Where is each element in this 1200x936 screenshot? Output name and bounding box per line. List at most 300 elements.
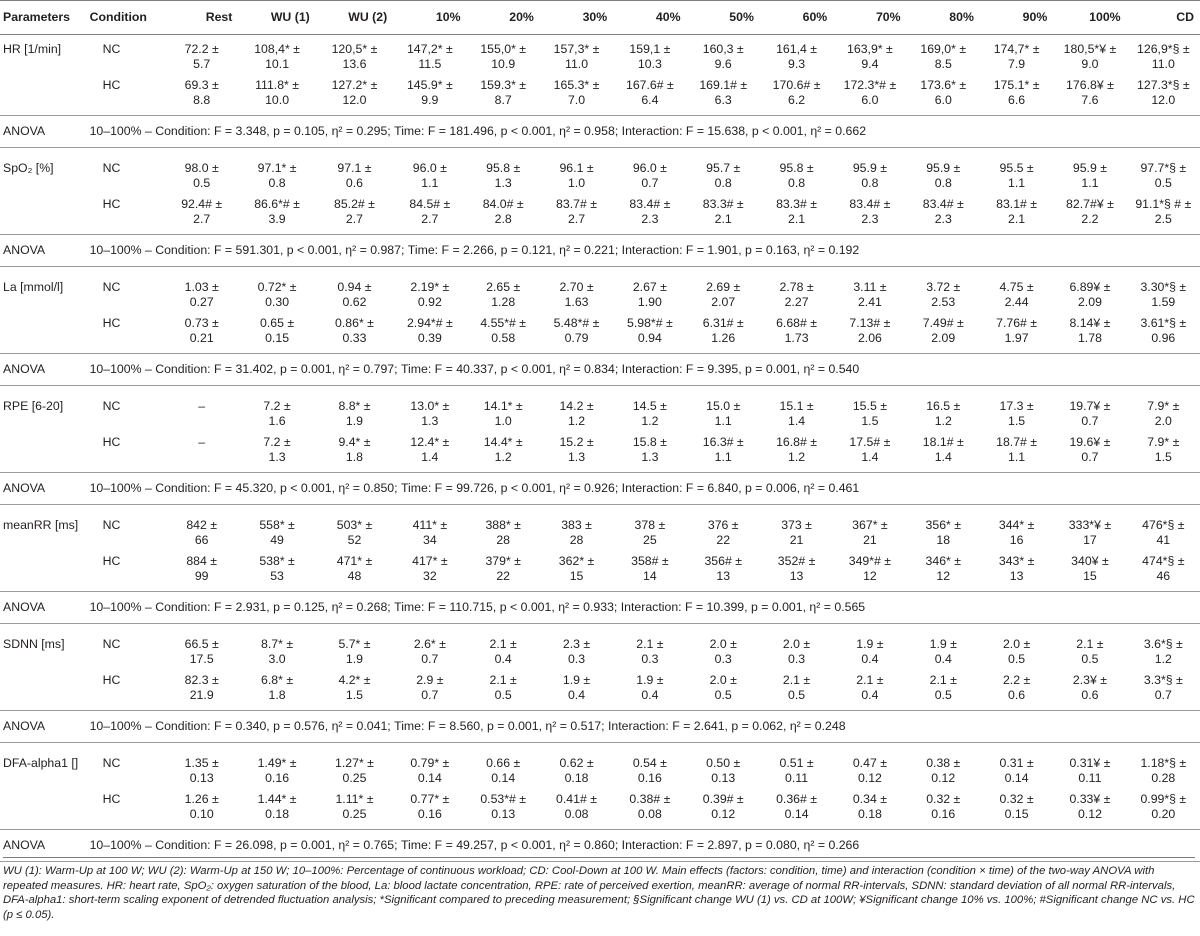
- value-cell: [238, 310, 315, 347]
- sd-value: 1.4: [861, 450, 879, 464]
- sd-value: 0.8: [788, 176, 806, 190]
- sd-value: 0.92: [417, 295, 442, 309]
- value-cell: [833, 511, 906, 548]
- value-cell: [687, 392, 760, 429]
- mean-value: 2.1 ±: [636, 637, 664, 651]
- mean-value: 2.1 ±: [929, 673, 957, 687]
- sd-value: 22: [496, 569, 511, 583]
- mean-value: 1.18*§ ±: [1140, 756, 1187, 770]
- mean-value: 0.38# ±: [629, 792, 671, 806]
- condition-label: HC: [102, 197, 121, 211]
- sd-value: 2.3: [934, 212, 952, 226]
- parameter-name: RPE [6-20]: [3, 399, 64, 413]
- anova-result: 10–100% – Condition: F = 2.931, p = 0.125, η² = 0.268; Time: F = 110.715, p < 0.001, η² = 0.933; Interaction: F = 10.399, p = 0.001, η² = 0.565: [86, 592, 1200, 624]
- anova-result: 10–100% – Condition: F = 591.301, p < 0.001, η² = 0.987; Time: F = 2.266, p = 0.121, η² = 0.221; Interaction: F = 1.901, p = 0.163, η² = 0.192: [86, 235, 1200, 267]
- value-cell: [760, 630, 833, 667]
- sd-value: 0.8: [934, 176, 952, 190]
- value-cell: [833, 429, 906, 466]
- column-header: Rest: [165, 1, 238, 35]
- mean-value: 83.7# ±: [556, 197, 597, 211]
- sd-value: 9.4: [861, 57, 879, 71]
- mean-value: 82.7#¥ ±: [1066, 197, 1114, 211]
- value-cell: [316, 392, 393, 429]
- value-cell: [467, 667, 540, 704]
- value-cell: [980, 630, 1053, 667]
- sd-value: 9.9: [421, 93, 439, 107]
- mean-value: 15.2 ±: [559, 435, 594, 449]
- mean-value: 157,3* ±: [553, 42, 600, 56]
- parameter-name: DFA-alpha1 []: [3, 756, 79, 770]
- sd-value: 1.63: [564, 295, 589, 309]
- sd-value: 1.9: [345, 414, 364, 428]
- sd-value: 0.5: [193, 176, 211, 190]
- sd-value: 0.3: [714, 652, 732, 666]
- mean-value: 356* ±: [925, 518, 961, 532]
- parameter-name: La [mmol/l]: [3, 280, 64, 294]
- condition-label: HC: [102, 554, 121, 568]
- value-cell: [833, 786, 906, 823]
- value-cell: [980, 72, 1053, 109]
- mean-value: 163,9* ±: [847, 42, 893, 56]
- mean-value: 91.1*§ # ±: [1135, 197, 1192, 211]
- value-cell: [467, 154, 540, 191]
- value-cell: [540, 72, 613, 109]
- mean-value: 66.5 ±: [184, 637, 219, 651]
- sd-value: 1.26: [711, 331, 736, 345]
- sd-value: 13: [789, 569, 804, 583]
- value-cell: [393, 35, 466, 73]
- column-header: 30%: [540, 1, 613, 35]
- mean-value: 169,0* ±: [920, 42, 967, 56]
- sd-value: 7.0: [567, 93, 586, 107]
- mean-value: 0.32 ±: [926, 792, 961, 806]
- mean-value: 170.6# ±: [772, 78, 821, 92]
- value-cell: [1127, 35, 1200, 73]
- column-header: 70%: [833, 1, 906, 35]
- value-cell: [687, 548, 760, 585]
- value-cell: [467, 35, 540, 73]
- sd-value: 12.0: [342, 93, 367, 107]
- mean-value: 8.7* ±: [261, 637, 294, 651]
- mean-value: –: [198, 435, 206, 449]
- column-header: 60%: [760, 1, 833, 35]
- value-cell: [613, 191, 686, 228]
- mean-value: 0.62 ±: [559, 756, 594, 770]
- parameter-name: [0, 786, 86, 823]
- sd-value: 0.7: [1081, 450, 1099, 464]
- value-cell: [165, 511, 238, 548]
- column-header: 90%: [980, 1, 1053, 35]
- column-header: WU (1): [238, 1, 315, 35]
- sd-value: 13: [1009, 569, 1024, 583]
- mean-value: 16.3# ±: [702, 435, 744, 449]
- sd-value: 0.5: [1081, 652, 1099, 666]
- value-cell: [833, 548, 906, 585]
- mean-value: 19.7¥ ±: [1069, 399, 1111, 413]
- sd-value: 0.16: [931, 807, 956, 821]
- mean-value: 120,5* ±: [331, 42, 378, 56]
- value-cell: [907, 630, 980, 667]
- value-cell: [540, 786, 613, 823]
- value-cell: [980, 35, 1053, 73]
- value-cell: [393, 630, 466, 667]
- value-cell: [1053, 310, 1126, 347]
- value-cell: [316, 511, 393, 548]
- mean-value: 95.9 ±: [852, 161, 887, 175]
- mean-value: 84.0# ±: [482, 197, 524, 211]
- mean-value: 0.65 ±: [260, 316, 295, 330]
- mean-value: 2.94*# ±: [406, 316, 453, 330]
- value-cell: [687, 630, 760, 667]
- value-cell: [393, 392, 466, 429]
- sd-value: 11.0: [1151, 57, 1175, 71]
- value-cell: [760, 548, 833, 585]
- sd-value: 1.8: [345, 450, 364, 464]
- mean-value: 95.7 ±: [706, 161, 741, 175]
- value-cell: [238, 511, 315, 548]
- sd-value: 8.7: [494, 93, 512, 107]
- sd-value: 6.0: [934, 93, 952, 107]
- mean-value: 97.1* ±: [257, 161, 297, 175]
- mean-value: 5.7* ±: [338, 637, 371, 651]
- sd-value: 0.5: [934, 688, 952, 702]
- sd-value: 48: [347, 569, 362, 583]
- mean-value: 8.8* ±: [338, 399, 371, 413]
- column-header: 80%: [907, 1, 980, 35]
- value-cell: [613, 273, 686, 310]
- sd-value: 1.28: [491, 295, 516, 309]
- anova-label: ANOVA: [0, 116, 86, 148]
- anova-row: [0, 473, 1200, 505]
- value-cell: [1127, 630, 1200, 667]
- value-cell: [687, 35, 760, 73]
- sd-value: 21: [863, 533, 877, 547]
- sd-value: 1.4: [788, 414, 806, 428]
- sd-value: 1.1: [1008, 176, 1026, 190]
- sd-value: 0.14: [1004, 771, 1029, 785]
- sd-value: 0.5: [494, 688, 512, 702]
- mean-value: 0.54 ±: [632, 756, 667, 770]
- mean-value: 352# ±: [777, 554, 816, 568]
- sd-value: 1.2: [494, 450, 512, 464]
- value-cell: [760, 511, 833, 548]
- sd-value: 11.0: [565, 57, 589, 71]
- value-cell: [907, 749, 980, 786]
- mean-value: 343* ±: [998, 554, 1035, 568]
- value-cell: [316, 35, 393, 73]
- table-row: [0, 72, 1200, 109]
- anova-result: 10–100% – Condition: F = 45.320, p < 0.001, η² = 0.850; Time: F = 99.726, p < 0.001, η² = 0.926; Interaction: F = 6.840, p = 0.006, η² = 0.461: [86, 473, 1200, 505]
- sd-value: 0.8: [861, 176, 879, 190]
- mean-value: 558* ±: [259, 518, 295, 532]
- mean-value: 0.99*§ ±: [1140, 792, 1187, 806]
- mean-value: 96.0 ±: [632, 161, 667, 175]
- value-cell: [833, 72, 906, 109]
- mean-value: 0.34 ±: [852, 792, 887, 806]
- mean-value: 0.41# ±: [556, 792, 597, 806]
- mean-value: 0.66 ±: [486, 756, 521, 770]
- mean-value: 1.26 ±: [184, 792, 219, 806]
- mean-value: 7.2 ±: [263, 399, 291, 413]
- value-cell: [393, 154, 466, 191]
- sd-value: 17.5: [189, 652, 214, 666]
- value-cell: [467, 511, 540, 548]
- sd-value: 25: [643, 533, 657, 547]
- parameter-name: [0, 72, 86, 109]
- sd-value: 1.4: [934, 450, 952, 464]
- condition-label: NC: [102, 280, 121, 294]
- mean-value: 15.0 ±: [706, 399, 741, 413]
- mean-value: 3.72 ±: [926, 280, 961, 294]
- table-row: [0, 310, 1200, 347]
- mean-value: 417* ±: [412, 554, 448, 568]
- sd-value: 6.4: [641, 93, 659, 107]
- value-cell: [165, 35, 238, 73]
- value-cell: [1127, 72, 1200, 109]
- sd-value: 2.41: [857, 295, 882, 309]
- mean-value: 92.4# ±: [181, 197, 223, 211]
- value-cell: [907, 786, 980, 823]
- condition-label: HC: [102, 316, 121, 330]
- value-cell: [467, 273, 540, 310]
- table-row: [0, 749, 1200, 786]
- mean-value: 358# ±: [631, 554, 669, 568]
- sd-value: 0.4: [861, 652, 879, 666]
- sd-value: 16: [1009, 533, 1024, 547]
- mean-value: 145.9* ±: [406, 78, 453, 92]
- value-cell: [687, 273, 760, 310]
- anova-label: ANOVA: [0, 830, 86, 862]
- sd-value: 0.27: [189, 295, 214, 309]
- sd-value: 0.14: [491, 771, 516, 785]
- value-cell: [833, 273, 906, 310]
- sd-value: 0.5: [1008, 652, 1026, 666]
- value-cell: [907, 310, 980, 347]
- mean-value: 1.49* ±: [257, 756, 297, 770]
- mean-value: 126,9*§ ±: [1137, 42, 1190, 56]
- value-cell: [687, 72, 760, 109]
- mean-value: 0.50 ±: [706, 756, 741, 770]
- value-cell: [165, 429, 238, 466]
- value-cell: [907, 72, 980, 109]
- value-cell: [393, 273, 466, 310]
- sd-value: 2.1: [1008, 212, 1026, 226]
- sd-value: 1.2: [1154, 652, 1172, 666]
- value-cell: [1053, 392, 1126, 429]
- value-cell: [687, 310, 760, 347]
- sd-value: 21: [789, 533, 804, 547]
- sd-value: 0.8: [268, 176, 286, 190]
- value-cell: [316, 630, 393, 667]
- value-cell: [540, 392, 613, 429]
- sd-value: 1.0: [494, 414, 512, 428]
- mean-value: 95.8 ±: [779, 161, 814, 175]
- value-cell: [907, 35, 980, 73]
- mean-value: 4.75 ±: [999, 280, 1034, 294]
- anova-label: ANOVA: [0, 473, 86, 505]
- sd-value: 66: [194, 533, 209, 547]
- mean-value: 0.72* ±: [257, 280, 297, 294]
- mean-value: 1.9 ±: [636, 673, 664, 687]
- mean-value: 2.0 ±: [1002, 637, 1031, 651]
- mean-value: 83.4# ±: [629, 197, 671, 211]
- mean-value: 3.30*§ ±: [1140, 280, 1187, 294]
- sd-value: 0.79: [564, 331, 589, 345]
- mean-value: 884 ±: [186, 554, 218, 568]
- parameter-name: SDNN [ms]: [3, 637, 65, 651]
- value-cell: [980, 429, 1053, 466]
- mean-value: 17.5# ±: [849, 435, 891, 449]
- mean-value: 98.0 ±: [184, 161, 219, 175]
- mean-value: 160,3 ±: [702, 42, 744, 56]
- anova-result: 10–100% – Condition: F = 31.402, p = 0.001, η² = 0.797; Time: F = 40.337, p < 0.001, η² = 0.834; Interaction: F = 9.395, p = 0.001, η² = 0.540: [86, 354, 1200, 386]
- value-cell: [687, 511, 760, 548]
- mean-value: 346* ±: [925, 554, 961, 568]
- value-cell: [980, 154, 1053, 191]
- sd-value: 0.25: [342, 807, 367, 821]
- mean-value: 2.1 ±: [1076, 637, 1104, 651]
- sd-value: 0.3: [567, 652, 586, 666]
- mean-value: 0.38 ±: [926, 756, 961, 770]
- mean-value: 1.44* ±: [257, 792, 297, 806]
- sd-value: 1.9: [345, 652, 364, 666]
- table-header-row: [0, 1, 1200, 35]
- mean-value: 3.61*§ ±: [1140, 316, 1187, 330]
- mean-value: 174,7* ±: [993, 42, 1040, 56]
- anova-row: [0, 354, 1200, 386]
- value-cell: [238, 191, 315, 228]
- parameter-name: [0, 548, 86, 585]
- mean-value: 8.14¥ ±: [1069, 316, 1111, 330]
- mean-value: 503* ±: [336, 518, 373, 532]
- value-cell: [238, 154, 315, 191]
- mean-value: 15.1 ±: [779, 399, 814, 413]
- mean-value: 95.9 ±: [926, 161, 961, 175]
- anova-row: [0, 235, 1200, 267]
- value-cell: [393, 511, 466, 548]
- value-cell: [980, 548, 1053, 585]
- mean-value: 6.31# ±: [702, 316, 744, 330]
- mean-value: 72.2 ±: [184, 42, 219, 56]
- value-cell: [613, 749, 686, 786]
- sd-value: 0.13: [189, 771, 214, 785]
- value-cell: [316, 72, 393, 109]
- value-cell: [540, 667, 613, 704]
- parameter-name: [0, 429, 86, 466]
- sd-value: 0.15: [1004, 807, 1029, 821]
- sd-value: 0.28: [1151, 771, 1176, 785]
- sd-value: 1.97: [1004, 331, 1029, 345]
- value-cell: [613, 35, 686, 73]
- value-cell: [613, 310, 686, 347]
- mean-value: 95.8 ±: [486, 161, 521, 175]
- sd-value: 0.94: [637, 331, 662, 345]
- sd-value: 32: [423, 569, 437, 583]
- sd-value: 0.6: [1008, 688, 1026, 702]
- anova-row: [0, 711, 1200, 743]
- sd-value: 9.3: [788, 57, 806, 71]
- value-cell: [393, 191, 466, 228]
- value-cell: [613, 72, 686, 109]
- sd-value: 0.5: [788, 688, 806, 702]
- mean-value: 0.79* ±: [410, 756, 450, 770]
- mean-value: 344* ±: [998, 518, 1035, 532]
- table-row: [0, 35, 1200, 73]
- mean-value: 14.4* ±: [483, 435, 523, 449]
- mean-value: 169.1# ±: [699, 78, 748, 92]
- value-cell: [316, 749, 393, 786]
- mean-value: 173.6* ±: [920, 78, 967, 92]
- value-cell: [540, 310, 613, 347]
- mean-value: 362* ±: [558, 554, 595, 568]
- mean-value: 2.1 ±: [489, 673, 517, 687]
- sd-value: 1.1: [1081, 176, 1099, 190]
- value-cell: [165, 154, 238, 191]
- mean-value: 83.4# ±: [849, 197, 891, 211]
- value-cell: [980, 511, 1053, 548]
- sd-value: 0.3: [641, 652, 659, 666]
- condition-label: NC: [102, 42, 121, 56]
- mean-value: 2.9 ±: [416, 673, 444, 687]
- value-cell: [1127, 786, 1200, 823]
- value-cell: [1053, 191, 1126, 228]
- mean-value: 0.77* ±: [410, 792, 450, 806]
- value-cell: [165, 392, 238, 429]
- sd-value: 6.6: [1008, 93, 1026, 107]
- mean-value: 2.65 ±: [486, 280, 521, 294]
- sd-value: 1.1: [714, 414, 732, 428]
- sd-value: 2.1: [714, 212, 732, 226]
- value-cell: [393, 667, 466, 704]
- sd-value: 6.0: [861, 93, 879, 107]
- mean-value: 18.1# ±: [922, 435, 964, 449]
- sd-value: 0.58: [491, 331, 516, 345]
- sd-value: 2.53: [931, 295, 956, 309]
- value-cell: [238, 35, 315, 73]
- sd-value: 0.12: [1077, 807, 1102, 821]
- mean-value: 0.31 ±: [999, 756, 1034, 770]
- value-cell: [393, 429, 466, 466]
- sd-value: 12.0: [1151, 93, 1176, 107]
- sd-value: 22: [716, 533, 731, 547]
- value-cell: [687, 191, 760, 228]
- value-cell: [1127, 310, 1200, 347]
- sd-value: 0.16: [265, 771, 290, 785]
- sd-value: 1.59: [1151, 295, 1176, 309]
- value-cell: [613, 392, 686, 429]
- sd-value: 1.1: [1008, 450, 1026, 464]
- mean-value: 9.4* ±: [338, 435, 371, 449]
- condition-label: NC: [102, 518, 121, 532]
- sd-value: 2.09: [1077, 295, 1102, 309]
- sd-value: 12: [863, 569, 877, 583]
- mean-value: 5.98*# ±: [627, 316, 673, 330]
- mean-value: 0.94 ±: [337, 280, 372, 294]
- mean-value: 147,2* ±: [406, 42, 453, 56]
- sd-value: 0.7: [421, 688, 439, 702]
- table-row: [0, 786, 1200, 823]
- mean-value: 14.2 ±: [559, 399, 594, 413]
- value-cell: [467, 630, 540, 667]
- sd-value: 34: [423, 533, 437, 547]
- column-header: 100%: [1053, 1, 1126, 35]
- sd-value: 1.0: [567, 176, 586, 190]
- value-cell: [316, 154, 393, 191]
- value-cell: [760, 749, 833, 786]
- sd-value: 0.33: [342, 331, 367, 345]
- sd-value: 8.5: [934, 57, 952, 71]
- condition-label: HC: [102, 78, 121, 92]
